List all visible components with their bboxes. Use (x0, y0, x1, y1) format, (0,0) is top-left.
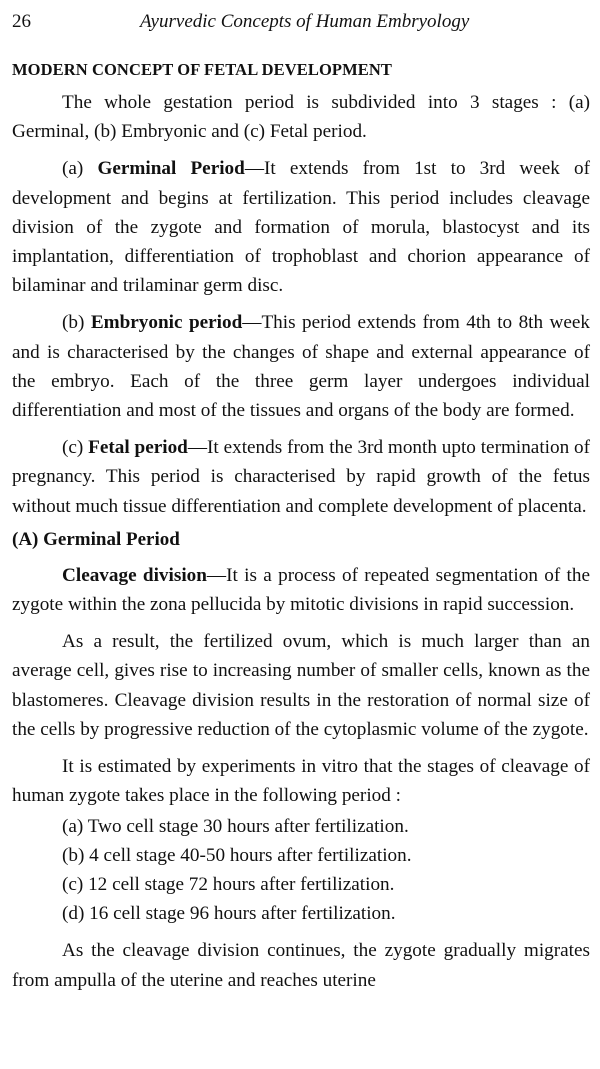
cleavage-division-paragraph (12, 561, 590, 619)
result-paragraph: As a result, the fertilized ovum, which is much larger than an average cell, gives rise to increasing number of smaller cells, known as the blastomeres. Cleavage division results in the restoration of normal size of the cells by progressive reduction of the cytoplasmic volume of the zygote. (12, 631, 590, 740)
book-title: Ayurvedic Concepts of Human Embryology (140, 11, 470, 32)
cleavage-stages-list (12, 812, 590, 928)
cleavage-division-term: Cleavage division (62, 564, 207, 586)
fetal-prefix: (c) (62, 437, 89, 459)
list-item: (a) Two cell stage 30 hours after fertilization. (62, 816, 409, 838)
fetal-period-term: Fetal period (88, 437, 188, 459)
germinal-period-paragraph (12, 154, 590, 300)
germinal-prefix: (a) (62, 158, 98, 180)
fetal-period-text: —It extends from the 3rd month upto termination of pregnancy. This period is characterised by rapid growth of the fetus without much tissue differentiation and complete development of placenta. (12, 437, 591, 517)
embryonic-period-paragraph (12, 308, 590, 425)
embryonic-period-term: Embryonic period (90, 312, 243, 334)
list-item: (b) 4 cell stage 40-50 hours after fertilization. (62, 845, 412, 867)
embryonic-period-text: —This period extends from 4th to 8th week and is characterised by the changes of shape and external appearance of the embryo. Each of the three germ layer undergoes individual differentiation and most of the tissues and organs of the body are formed. (12, 312, 591, 422)
fetal-period-paragraph (12, 433, 590, 521)
intro-paragraph: The whole gestation period is subdivided into 3 stages : (a) Germinal, (b) Embryonic and (c) Fetal period. (12, 92, 590, 143)
list-item: (d) 16 cell stage 96 hours after fertilization. (62, 903, 396, 925)
cleavage-division-text: —It is a process of repeated segmentation of the zygote within the zona pellucida by mitotic divisions in rapid succession. (12, 564, 590, 616)
estimate-paragraph: It is estimated by experiments in vitro that the stages of cleavage of human zygote takes place in the following period : (12, 756, 590, 807)
germinal-period-heading: (A) Germinal Period (12, 528, 180, 550)
germinal-period-text: —It extends from 1st to 3rd week of development and begins at fertilization. This period includes cleavage division of the zygote and formation of morula, blastocyst and its implantation, differentiation of trophoblast and chorion appearance of bilaminar and trilaminar germ disc. (12, 158, 591, 297)
embryonic-prefix: (b) (62, 312, 91, 334)
page-number: 26 (12, 11, 31, 32)
germinal-period-term: Germinal Period (97, 158, 245, 180)
running-header (12, 0, 590, 36)
section-heading: MODERN CONCEPT OF FETAL DEVELOPMENT (12, 60, 392, 79)
migration-paragraph: As the cleavage division continues, the zygote gradually migrates from ampulla of the uterine and reaches uterine (12, 940, 590, 991)
list-item: (c) 12 cell stage 72 hours after fertilization. (62, 874, 395, 896)
book-page (12, 0, 590, 995)
